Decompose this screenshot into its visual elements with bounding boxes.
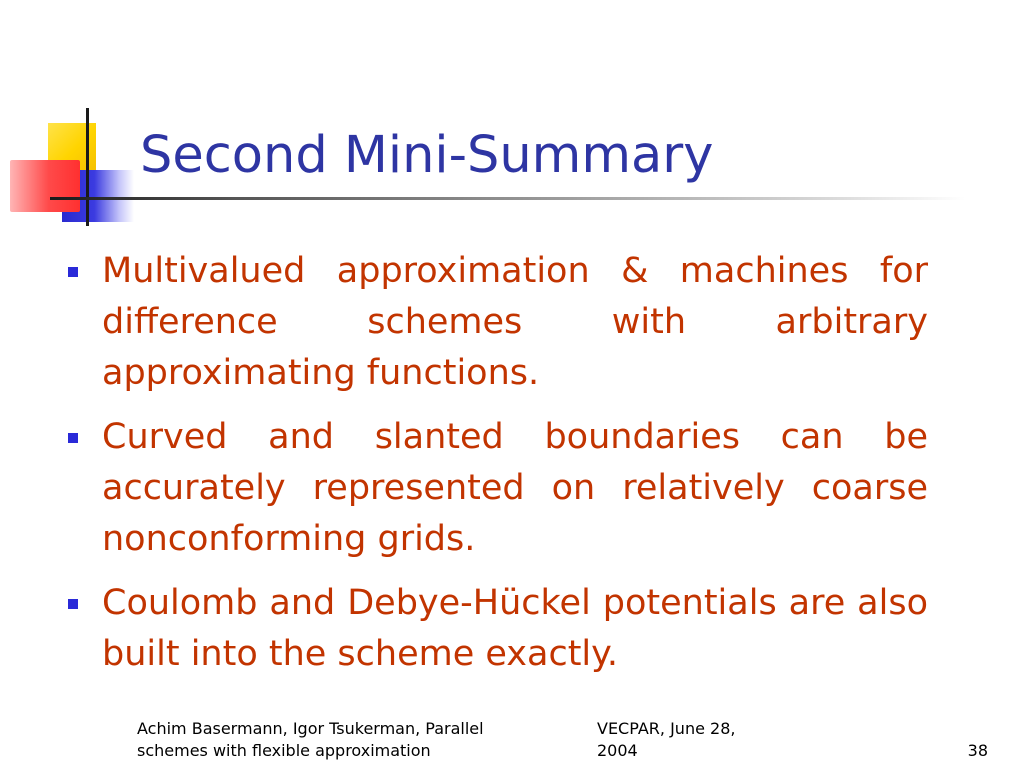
bullet-item xyxy=(64,246,928,399)
footer-authors-line1: Achim Basermann, Igor Tsukerman, Parallel xyxy=(137,719,484,738)
bullet-text: Multivalued approximation & machines for difference schemes with arbitrary approximating functions. xyxy=(102,251,928,393)
bullet-item xyxy=(64,412,928,565)
footer-event xyxy=(597,718,797,762)
bullet-item xyxy=(64,578,928,680)
slide-number: 38 xyxy=(967,741,988,760)
logo-red-block xyxy=(10,160,80,212)
footer-event-line2: 2004 xyxy=(597,741,638,760)
bullet-text: Coulomb and Debye-Hückel potentials are also built into the scheme exactly. xyxy=(102,583,928,674)
footer-authors-line2: schemes with flexible approximation xyxy=(137,741,431,760)
title-underline-divider xyxy=(50,197,965,200)
footer-event-line1: VECPAR, June 28, xyxy=(597,719,736,738)
square-bullet-icon xyxy=(68,433,78,443)
square-bullet-icon xyxy=(68,599,78,609)
bullet-text: Curved and slanted boundaries can be accurately represented on relatively coarse nonconforming grids. xyxy=(102,417,928,559)
logo-vertical-line xyxy=(86,108,89,226)
bullet-list xyxy=(64,246,928,693)
footer-authors xyxy=(137,718,557,762)
square-bullet-icon xyxy=(68,267,78,277)
slide-title: Second Mini-Summary xyxy=(140,126,714,185)
